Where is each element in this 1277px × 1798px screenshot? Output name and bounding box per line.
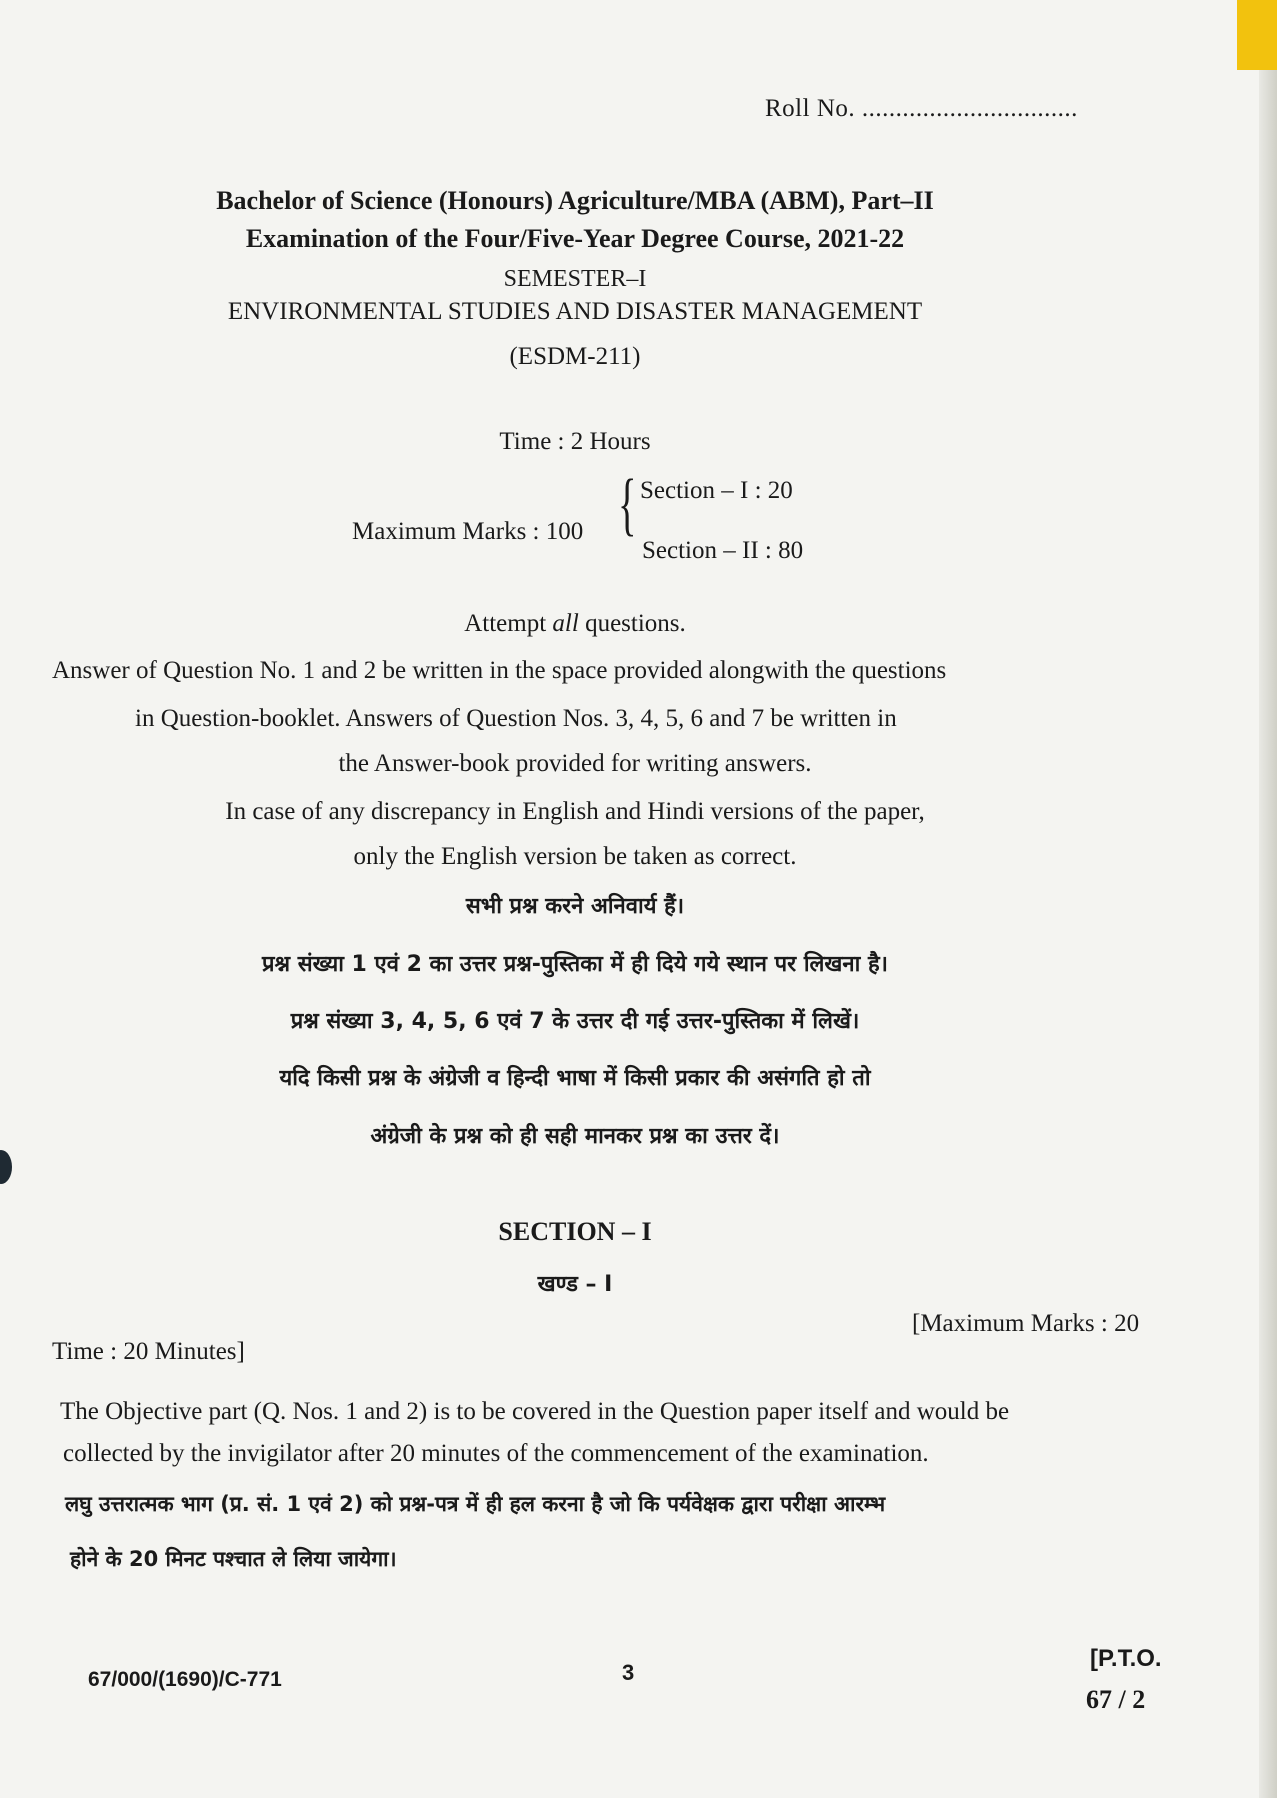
instruction-attempt-all: [0, 610, 1150, 638]
objective-instruction-2: collected by the invigilator after 20 minutes of the commencement of the examination.: [63, 1440, 929, 1467]
roll-number-field: Roll No. ................................: [765, 95, 1078, 122]
pto-label: [P.T.O.: [1090, 1645, 1162, 1672]
instruction-line-5: In case of any discrepancy in English and Hindi versions of the paper,: [225, 798, 925, 825]
exam-time: Time : 2 Hours: [499, 428, 651, 455]
section-max-marks: [Maximum Marks : 20: [912, 1310, 1140, 1337]
section1-marks: Section – I : 20: [640, 477, 793, 504]
instruction-line-2: Answer of Question No. 1 and 2 be written in the space provided alongwith the questions: [52, 657, 947, 684]
page-edge: [1259, 0, 1277, 1798]
objective-instruction-hindi-2: होने के 20 मिनट पश्चात ले लिया जायेगा।: [70, 1547, 397, 1571]
instruction-attempt-pre: Attempt: [464, 610, 553, 637]
objective-instruction-hindi-1: लघु उत्तरात्मक भाग (प्र. सं. 1 एवं 2) को प्रश्न-पत्र में ही हल करना है जो कि पर्यवेक्षक द्वारा परीक्षा आरम्भ: [65, 1492, 886, 1516]
instruction-attempt-post: questions.: [578, 610, 686, 637]
section-time: Time : 20 Minutes]: [52, 1338, 245, 1365]
course-code: (ESDM-211): [509, 343, 641, 370]
page-reference: 67 / 2: [1086, 1685, 1146, 1714]
hindi-instruction-1: सभी प्रश्न करने अनिवार्य हैं।: [465, 894, 685, 919]
instruction-attempt-em: all: [552, 610, 579, 637]
instruction-line-3: in Question-booklet. Answers of Question Nos. 3, 4, 5, 6 and 7 be written in: [135, 705, 897, 732]
hindi-instruction-5: अंग्रेजी के प्रश्न को ही सही मानकर प्रश्न का उत्तर दें।: [370, 1124, 780, 1149]
hindi-instruction-2: प्रश्न संख्या 1 एवं 2 का उत्तर प्रश्न-पुस्तिका में ही दिये गये स्थान पर लिखना है।: [261, 952, 889, 977]
yellow-tab-decoration: [1237, 0, 1277, 70]
instruction-line-4: the Answer-book provided for writing answers.: [338, 750, 812, 777]
punch-hole: [0, 1150, 12, 1184]
page-number: 3: [622, 1660, 635, 1685]
hindi-instruction-4: यदि किसी प्रश्न के अंग्रेजी व हिन्दी भाषा में किसी प्रकार की असंगति हो तो: [279, 1066, 871, 1091]
hindi-instruction-3: प्रश्न संख्या 3, 4, 5, 6 एवं 7 के उत्तर दी गई उत्तर-पुस्तिका में लिखें।: [290, 1009, 860, 1034]
exam-title: Examination of the Four/Five-Year Degree Course, 2021-22: [245, 224, 905, 253]
objective-instruction-1: The Objective part (Q. Nos. 1 and 2) is to be covered in the Question paper itself and would be: [60, 1398, 1010, 1425]
brace-icon: {: [618, 466, 637, 543]
degree-title: Bachelor of Science (Honours) Agriculture/MBA (ABM), Part–II: [216, 186, 934, 215]
section-title-hindi: खण्ड – I: [537, 1272, 613, 1297]
instruction-line-6: only the English version be taken as correct.: [353, 843, 797, 870]
section2-marks: Section – II : 80: [642, 537, 804, 564]
semester-label: SEMESTER–I: [503, 266, 647, 292]
maximum-marks: Maximum Marks : 100: [352, 518, 584, 545]
section-title: SECTION – I: [498, 1217, 652, 1246]
subject-title: ENVIRONMENTAL STUDIES AND DISASTER MANAGEMENT: [227, 298, 923, 325]
paper-code: 67/000/(1690)/C-771: [88, 1668, 282, 1691]
